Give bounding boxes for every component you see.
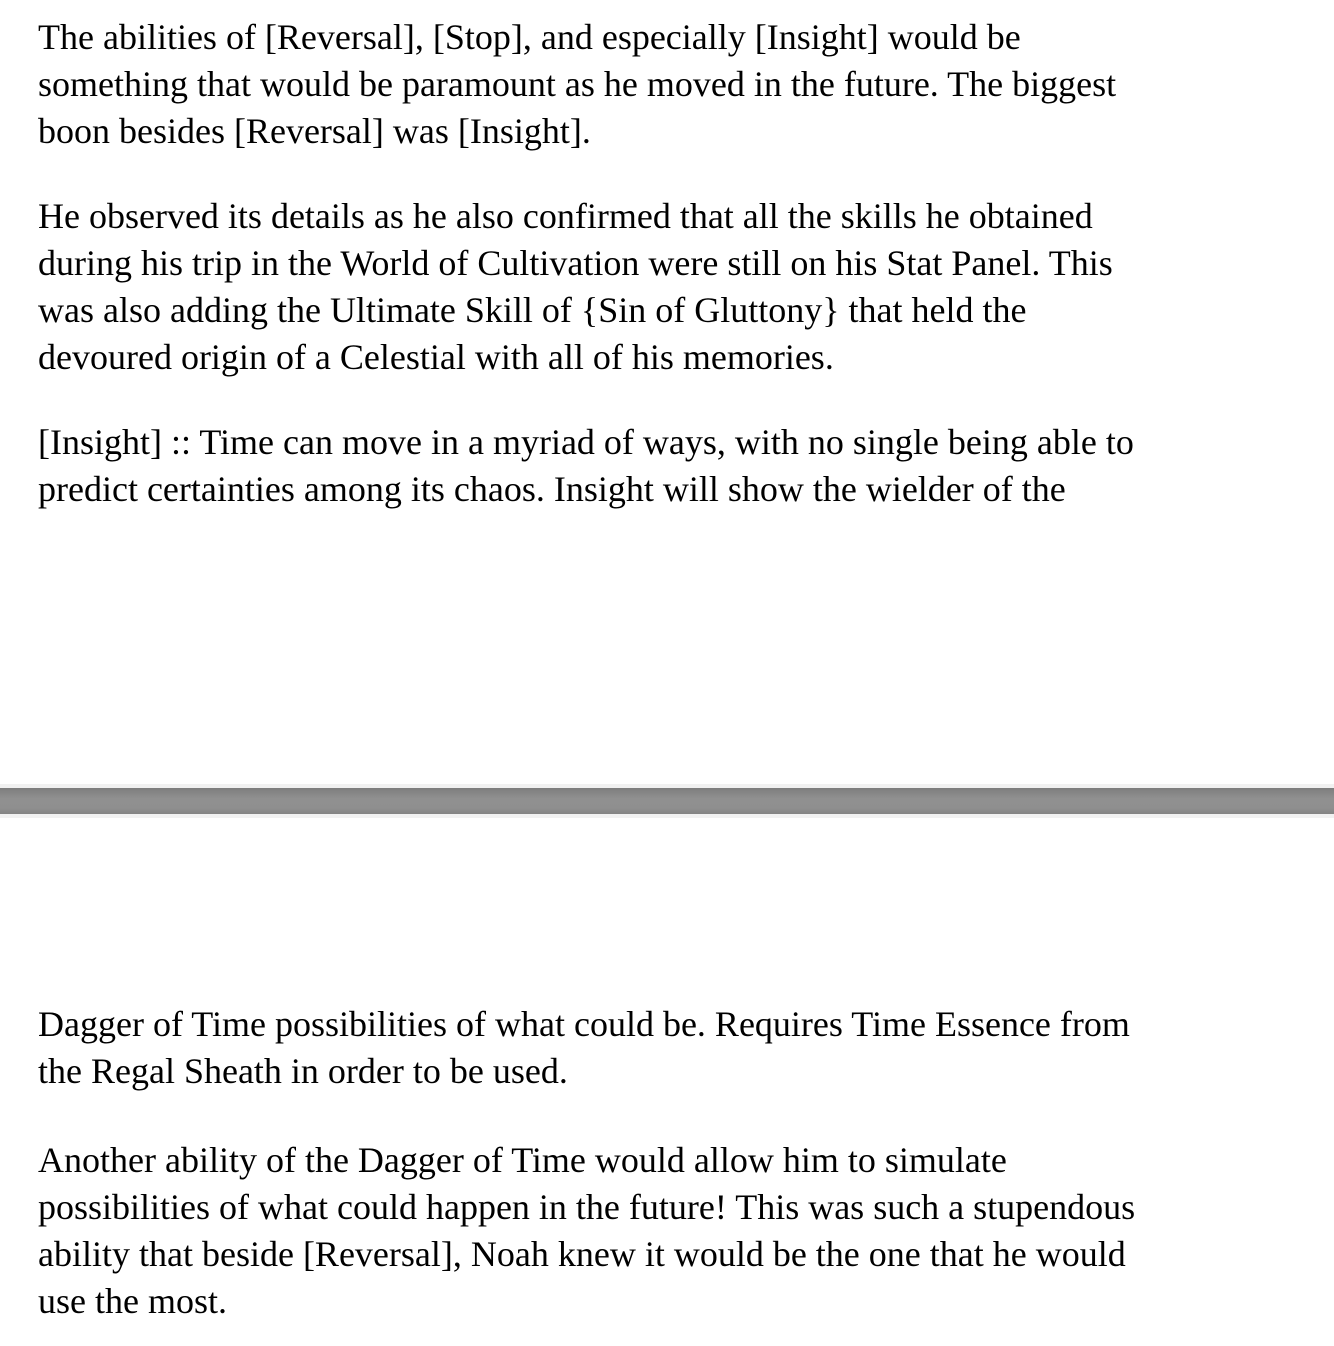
paragraph <box>38 1001 1294 1095</box>
text-line: The abilities of [Reversal], [Stop], and especially [Insight] would be <box>38 17 1021 57</box>
paragraph <box>38 419 1294 513</box>
text-line: something that would be paramount as he moved in the future. The biggest <box>38 64 1117 104</box>
paragraph <box>38 193 1294 381</box>
text-line: He observed its details as he also confirmed that all the skills he obtained <box>38 196 1093 236</box>
page-content-above-separator <box>0 0 1334 513</box>
text-line: Dagger of Time possibilities of what could be. Requires Time Essence from <box>38 1004 1130 1044</box>
page-separator-bar <box>0 788 1334 814</box>
page-content-below-separator <box>0 818 1334 1325</box>
text-line: boon besides [Reversal] was [Insight]. <box>38 111 591 151</box>
text-line: ability that beside [Reversal], Noah knew it would be the one that he would <box>38 1234 1126 1274</box>
text-line: [Insight] :: Time can move in a myriad of ways, with no single being able to <box>38 422 1134 462</box>
text-line: was also adding the Ultimate Skill of {Sin of Gluttony} that held the <box>38 290 1027 330</box>
paragraph <box>38 14 1294 155</box>
text-line: possibilities of what could happen in the future! This was such a stupendous <box>38 1187 1136 1227</box>
text-line: Another ability of the Dagger of Time would allow him to simulate <box>38 1140 1007 1180</box>
text-line: use the most. <box>38 1281 227 1321</box>
text-line: predict certainties among its chaos. Insight will show the wielder of the <box>38 469 1066 509</box>
text-line: during his trip in the World of Cultivation were still on his Stat Panel. This <box>38 243 1113 283</box>
text-line: the Regal Sheath in order to be used. <box>38 1051 568 1091</box>
paragraph <box>38 1137 1294 1325</box>
text-line: devoured origin of a Celestial with all of his memories. <box>38 337 834 377</box>
page-separator <box>0 784 1334 818</box>
